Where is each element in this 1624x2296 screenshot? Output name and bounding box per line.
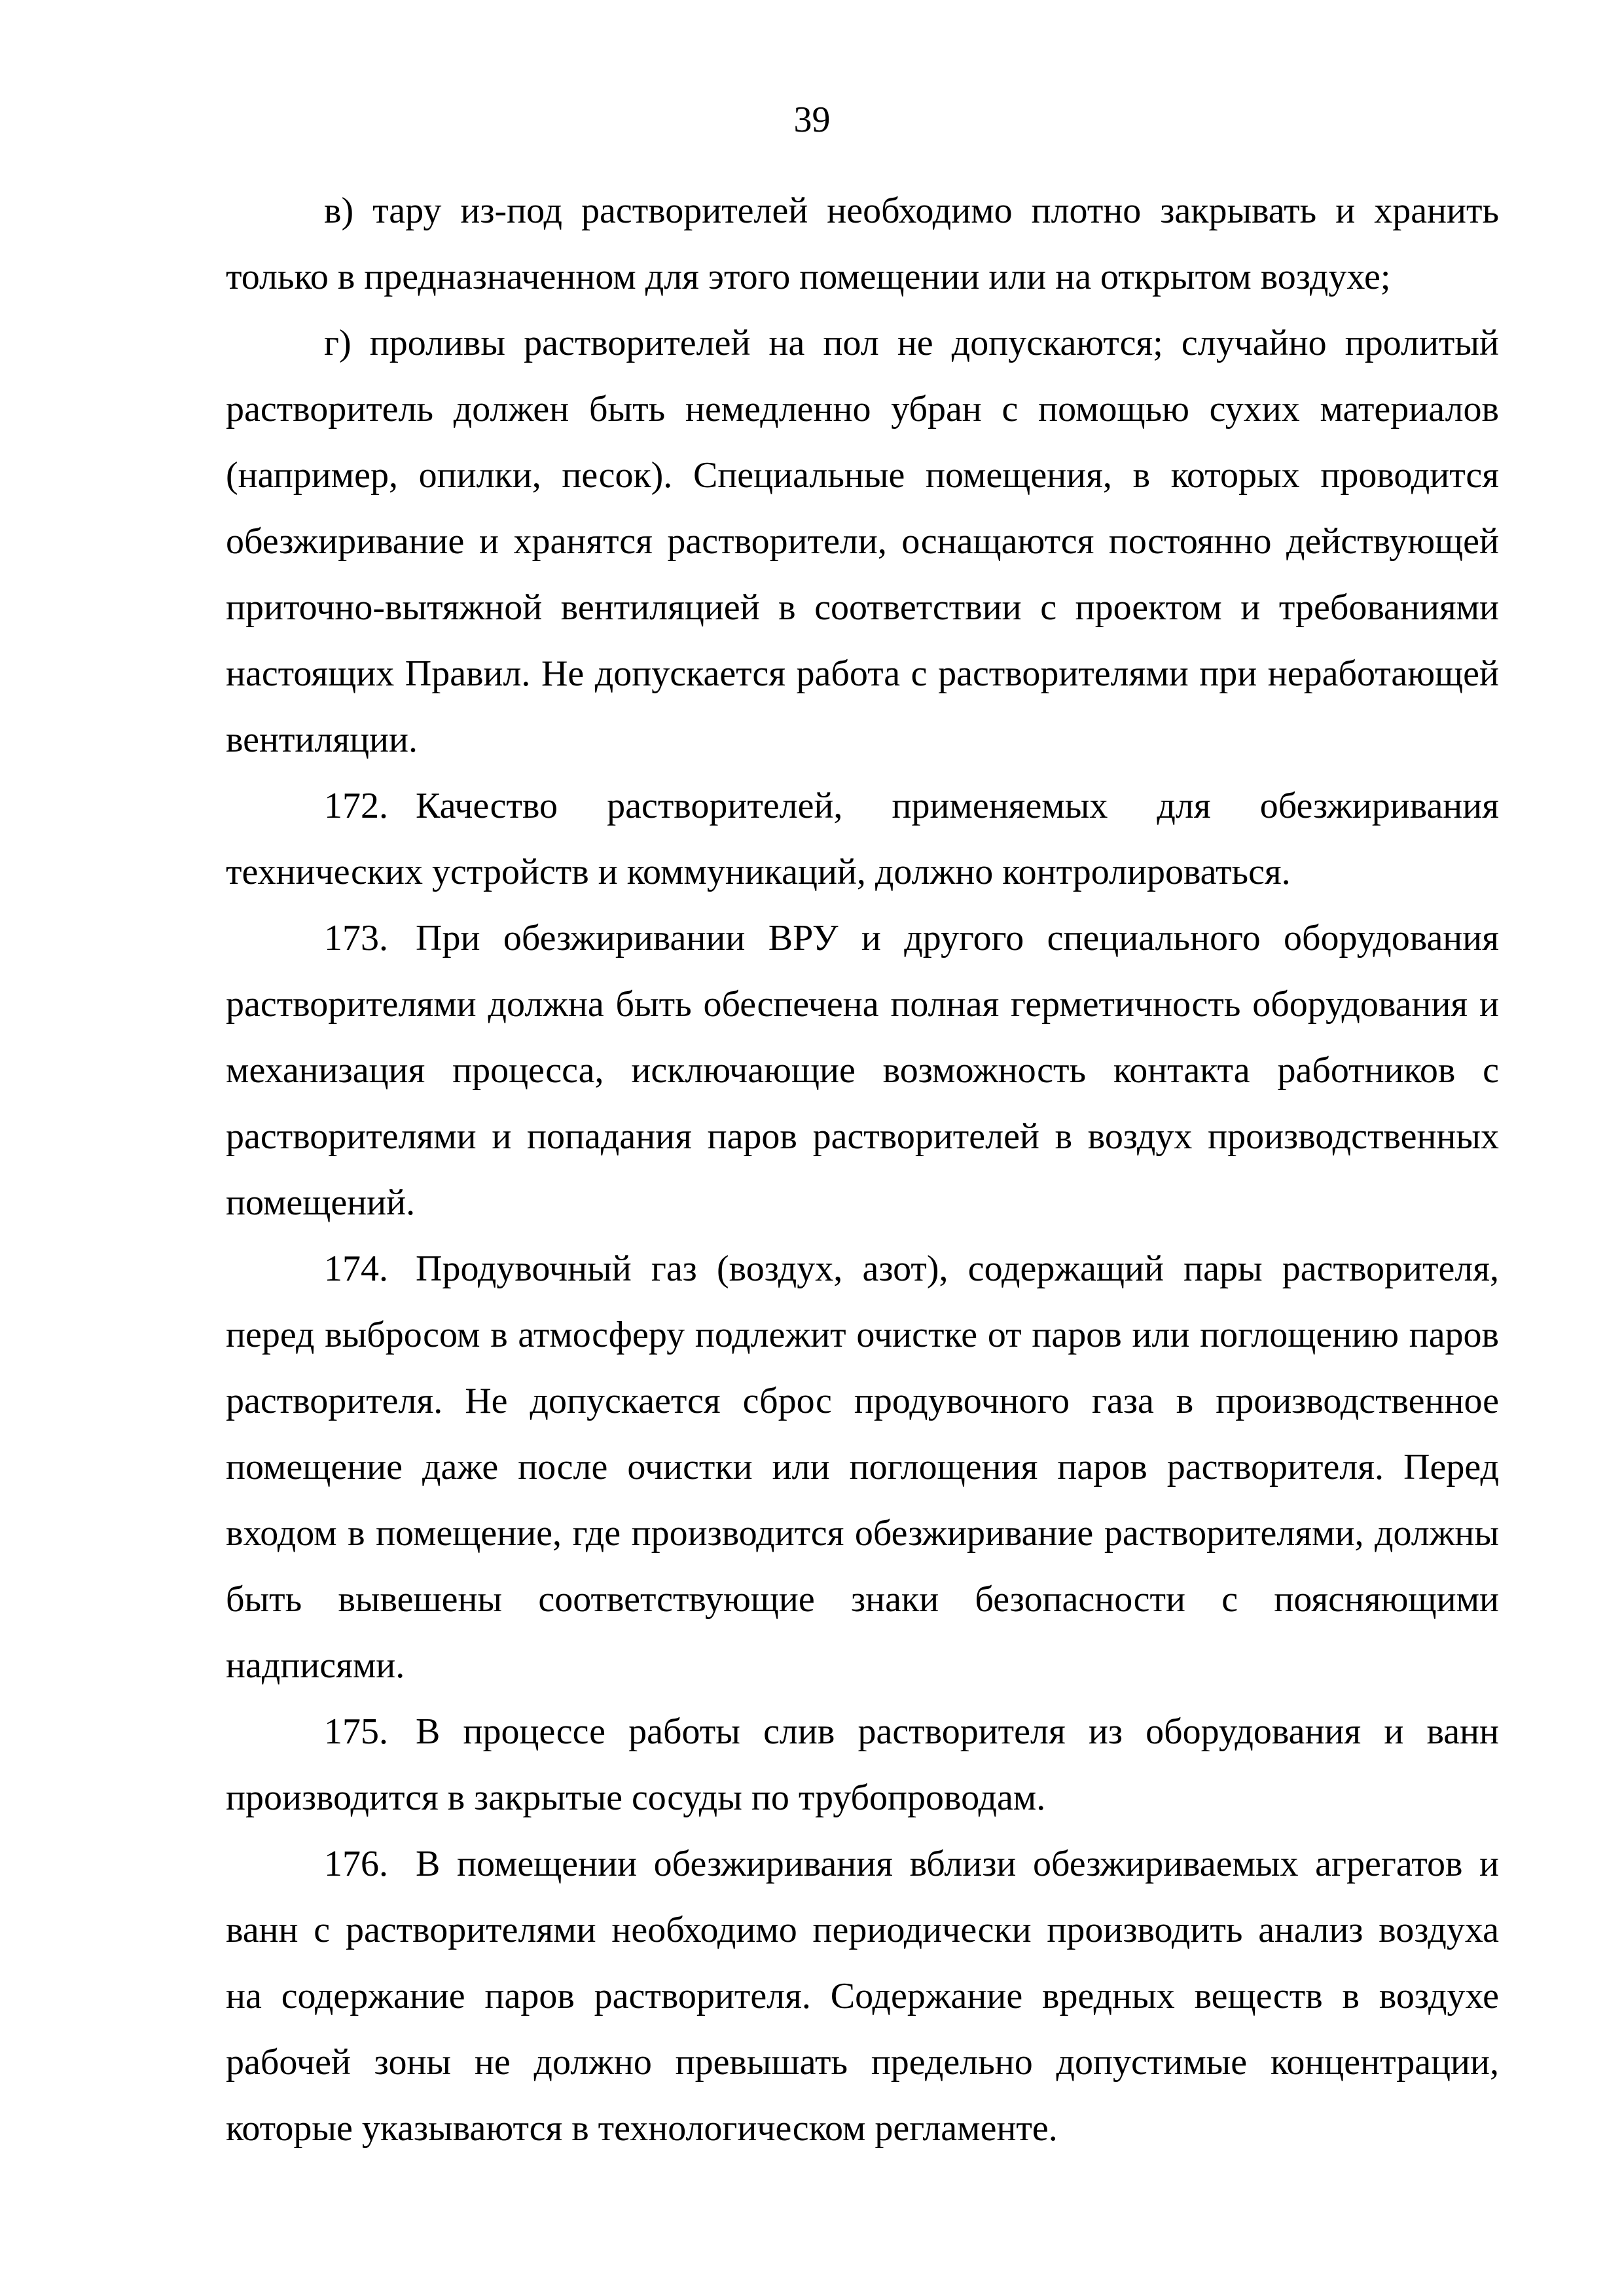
paragraph-number: 173. xyxy=(324,918,388,958)
paragraph-text: Качество растворителей, применяемых для обезжиривания технических устройств и коммуникаций, должно контролироваться. xyxy=(226,786,1499,892)
page-number: 39 xyxy=(793,100,831,140)
paragraph-v xyxy=(226,178,1499,310)
paragraph-text: Продувочный газ (воздух, азот), содержащий пары растворителя, перед выбросом в атмосферу подлежит очистке от паров или поглощению паров растворителя. Не допускается сброс продувочного газа в производственное помещение даже после очистки или поглощения паров растворителя. Перед входом в помещение, где производится обезжиривание растворителями, должны быть вывешены соответствующие знаки безопасности с поясняющими надписями. xyxy=(226,1248,1499,1686)
paragraph-text: При обезжиривании ВРУ и другого специального оборудования растворителями должна быть обеспечена полная герметичность оборудования и механизация процесса, исключающие возможность контакта работников с растворителями и попадания паров растворителей в воздух производственных помещений. xyxy=(226,918,1499,1223)
paragraph-174 xyxy=(226,1236,1499,1699)
paragraph-number: 174. xyxy=(324,1248,388,1289)
paragraph-g xyxy=(226,310,1499,773)
document-body xyxy=(226,178,1499,2162)
paragraph-text: г) проливы растворителей на пол не допускаются; случайно пролитый растворитель должен быть немедленно убран с помощью сухих материалов (например, опилки, песок). Специальные помещения, в которых проводится обезжиривание и хранятся растворители, оснащаются постоянно действующей приточно-вытяжной вентиляцией в соответствии с проектом и требованиями настоящих Правил. Не допускается работа с растворителями при неработающей вентиляции. xyxy=(226,323,1499,760)
paragraph-number: 172. xyxy=(324,786,388,826)
paragraph-text: в) тару из-под растворителей необходимо плотно закрывать и хранить только в предназначенном для этого помещении или на открытом воздухе; xyxy=(226,191,1499,297)
paragraph-text: В помещении обезжиривания вблизи обезжириваемых агрегатов и ванн с растворителями необходимо периодически производить анализ воздуха на содержание паров растворителя. Содержание вредных веществ в воздухе рабочей зоны не должно превышать предельно допустимые концентрации, которые указываются в технологическом регламенте. xyxy=(226,1844,1499,2149)
paragraph-173 xyxy=(226,905,1499,1236)
paragraph-number: 176. xyxy=(324,1844,388,1884)
paragraph-176 xyxy=(226,1831,1499,2162)
paragraph-number: 175. xyxy=(324,1711,388,1752)
paragraph-172 xyxy=(226,773,1499,905)
paragraph-175 xyxy=(226,1699,1499,1831)
paragraph-text: В процессе работы слив растворителя из оборудования и ванн производится в закрытые сосуды по трубопроводам. xyxy=(226,1711,1499,1818)
